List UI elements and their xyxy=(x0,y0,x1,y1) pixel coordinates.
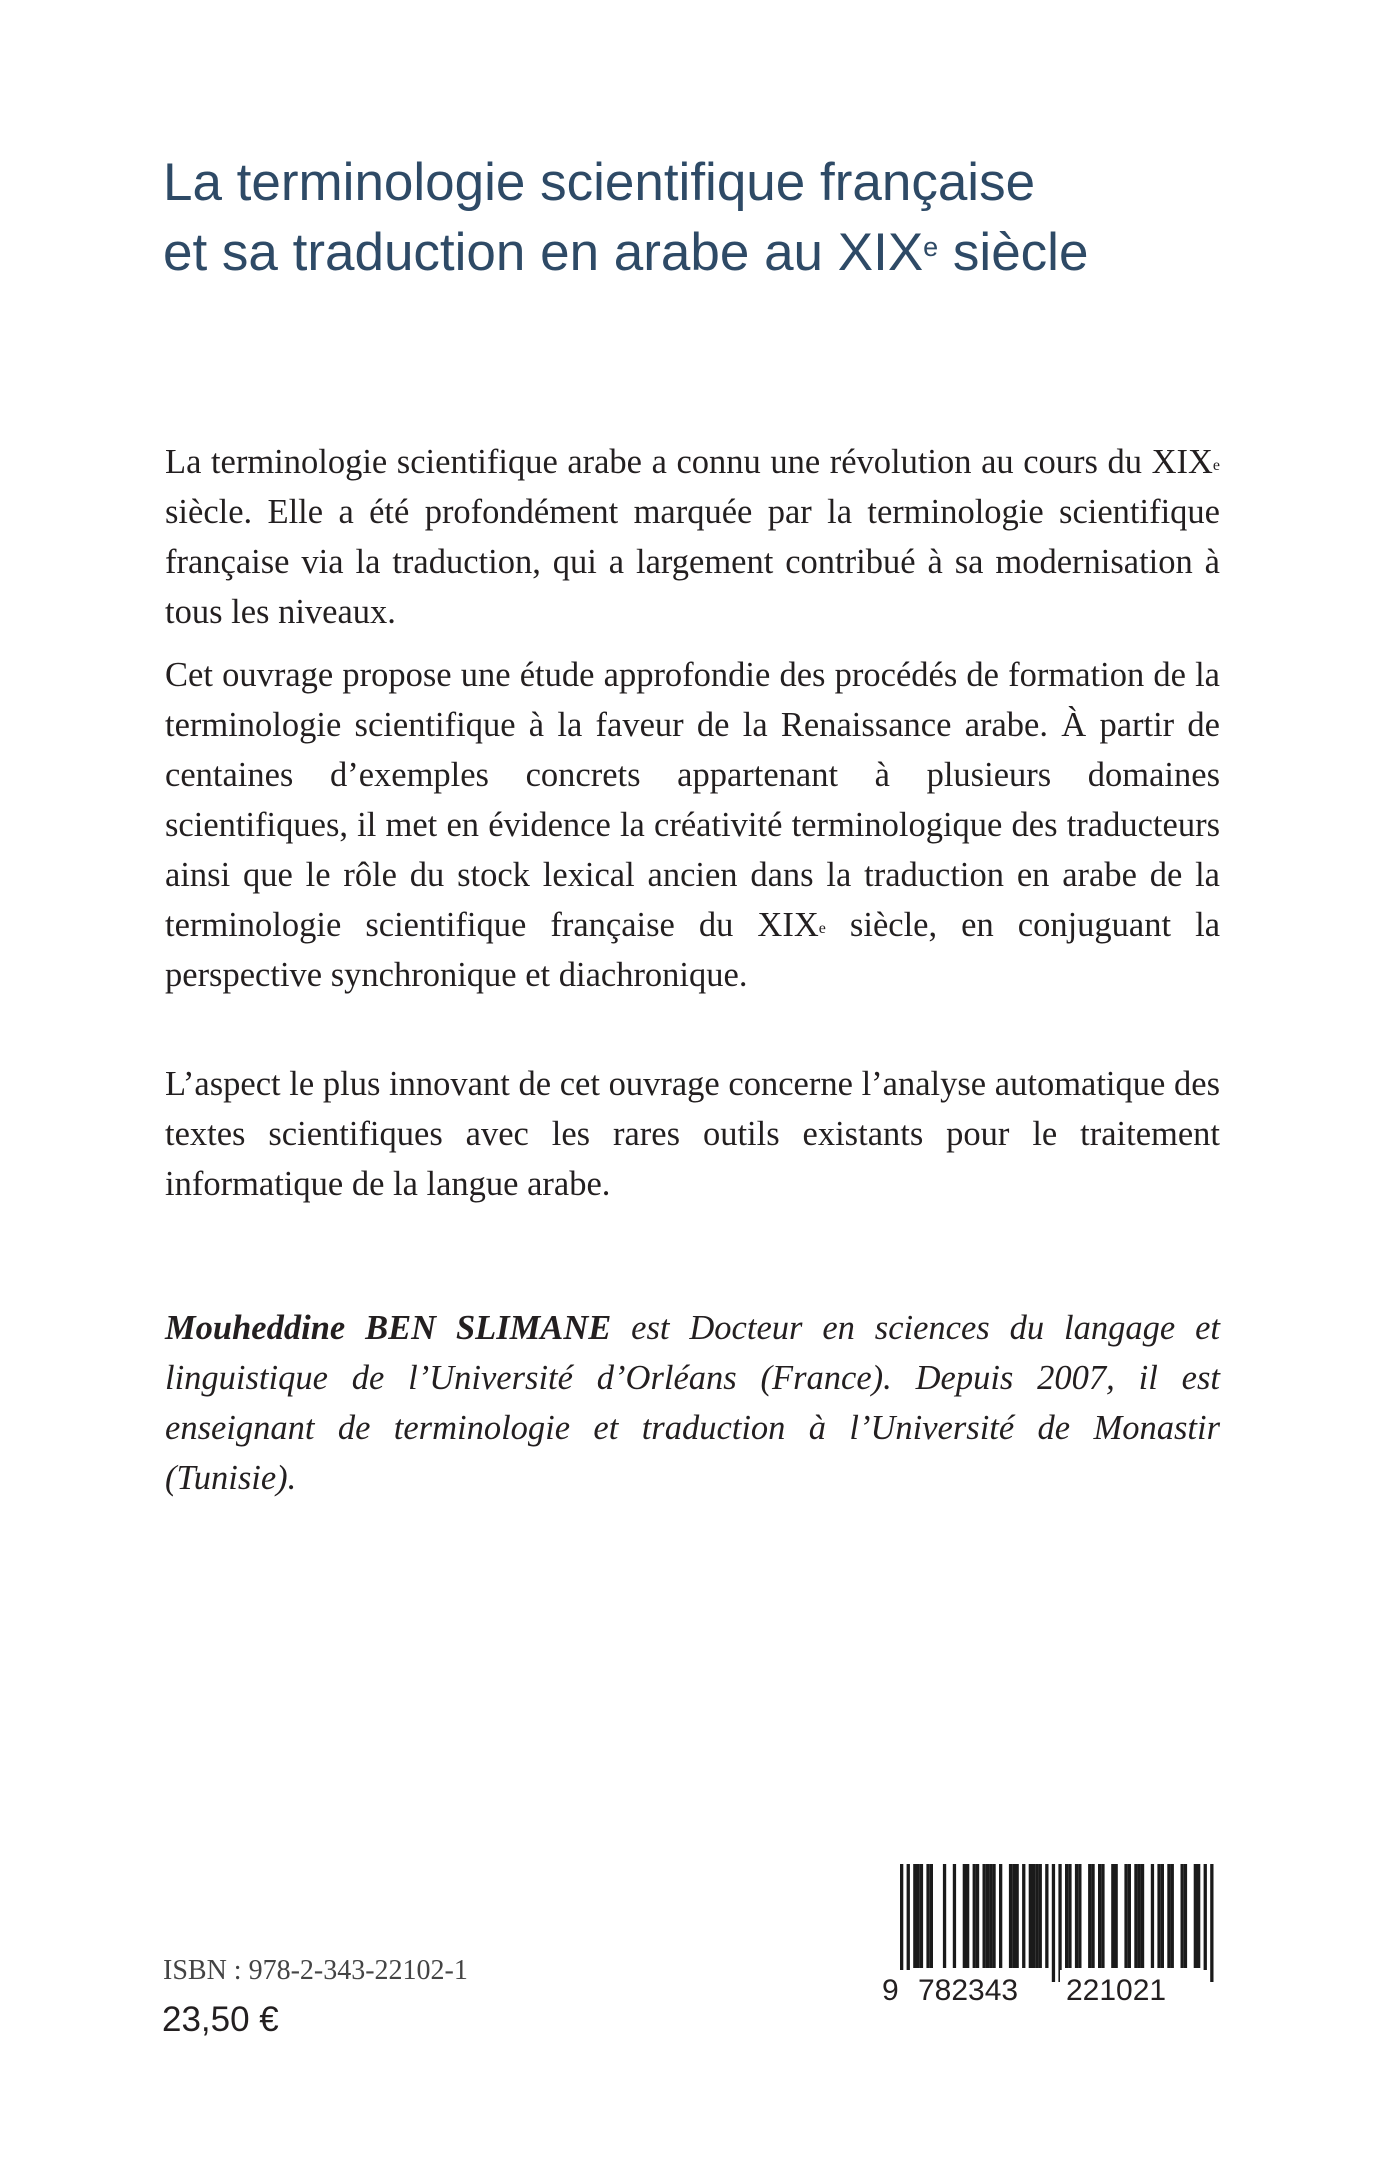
title-line-2-end: siècle xyxy=(938,223,1089,282)
author-bio xyxy=(165,1303,1220,1503)
barcode-bar xyxy=(1101,1864,1104,1968)
barcode-bar xyxy=(1184,1864,1187,1968)
barcode-bar xyxy=(907,1864,910,1982)
barcode-bar xyxy=(900,1864,903,1982)
barcode-bar xyxy=(1029,1864,1032,1968)
barcode-bar xyxy=(966,1864,969,1968)
barcode-bar xyxy=(953,1864,956,1968)
paragraph-1-a: La terminologie scientifique arabe a connu une révolution au cours du XIX xyxy=(165,443,1213,481)
barcode-bar xyxy=(1052,1864,1055,1982)
barcode-bar xyxy=(1078,1864,1081,1968)
isbn: ISBN : 978-2-343-22102-1 xyxy=(163,1955,468,1986)
barcode-bar xyxy=(1167,1864,1170,1968)
barcode-bar xyxy=(989,1864,992,1968)
barcode-bar xyxy=(1204,1864,1207,1982)
barcode-bar xyxy=(1138,1864,1141,1968)
barcode-bar xyxy=(1088,1864,1091,1968)
barcode-bar xyxy=(1171,1864,1174,1968)
barcode-bar xyxy=(1194,1864,1197,1968)
barcode-bar xyxy=(1058,1864,1061,1982)
barcode-bar xyxy=(1091,1864,1094,1968)
barcode-digits-right: 221021 xyxy=(1066,1974,1167,2007)
barcode-graphic xyxy=(880,1862,1225,2024)
book-title xyxy=(163,148,1263,288)
barcode-bar xyxy=(1197,1864,1200,1968)
barcode-bar xyxy=(1065,1864,1068,1968)
barcode-bar xyxy=(1157,1864,1160,1968)
barcode-digits-left: 782343 xyxy=(918,1974,1019,2007)
author-name: Mouheddine BEN SLIMANE xyxy=(165,1309,612,1347)
barcode-bar xyxy=(913,1864,916,1968)
barcode-bar xyxy=(1134,1864,1137,1968)
barcode-digit-first: 9 xyxy=(882,1974,899,2007)
barcode-bar xyxy=(992,1864,995,1968)
barcode-bar xyxy=(1141,1864,1144,1968)
barcode-bar xyxy=(999,1864,1002,1968)
barcode-bar xyxy=(920,1864,923,1968)
barcode-bar xyxy=(1016,1864,1019,1968)
paragraph-1 xyxy=(165,437,1220,637)
barcode-bars xyxy=(900,1864,1214,1982)
barcode-bar xyxy=(1022,1864,1025,1968)
barcode-bar xyxy=(1128,1864,1131,1968)
barcode-bar xyxy=(917,1864,920,1968)
barcode-bar xyxy=(973,1864,976,1968)
barcode-bar xyxy=(1012,1864,1015,1968)
barcode-bar xyxy=(943,1864,946,1968)
barcode-bar xyxy=(1032,1864,1035,1968)
barcode-bar xyxy=(1111,1864,1114,1968)
barcode-bar xyxy=(986,1864,989,1968)
paragraph-1-sup: e xyxy=(1212,457,1220,474)
barcode-bar xyxy=(1124,1864,1127,1968)
barcode-bar xyxy=(1181,1864,1184,1968)
barcode xyxy=(880,1862,1225,2024)
barcode-bar xyxy=(926,1864,929,1968)
barcode-bar xyxy=(963,1864,966,1968)
title-line-1: La terminologie scientifique française xyxy=(163,153,1036,212)
price: 23,50 € xyxy=(162,2000,279,2039)
paragraph-2-a: Cet ouvrage propose une étude approfondie des procédés de formation de la terminologie scientifique à la faveur de la Renaissance arabe. À partir de centaines d’exemples concrets appartenant à plusieurs domaines scientifiques, il met en évidence la créativité terminologique des traducteurs ainsi que le rôle du stock lexical ancien dans la traduction en arabe de la terminologie scientifique française du XIX xyxy=(165,656,1220,944)
paragraph-2-sup: e xyxy=(818,920,826,937)
barcode-bar xyxy=(1009,1864,1012,1968)
barcode-bar xyxy=(976,1864,979,1968)
barcode-bar xyxy=(1075,1864,1078,1968)
barcode-bar xyxy=(1098,1864,1101,1968)
barcode-bar xyxy=(1045,1864,1048,1968)
barcode-bar xyxy=(1068,1864,1071,1968)
paragraph-2-b: siècle, en conjuguant la perspective synchronique et diachronique. xyxy=(165,906,1221,994)
paragraph-2 xyxy=(165,650,1220,1000)
paragraph-3: L’aspect le plus innovant de cet ouvrage concerne l’analyse automatique des textes scientifiques avec les rares outils existants pour le traitement informatique de la langue arabe. xyxy=(165,1065,1220,1203)
barcode-bar xyxy=(1161,1864,1164,1968)
barcode-bar xyxy=(983,1864,986,1968)
paragraph-1-b: siècle. Elle a été profondément marquée par la terminologie scientifique française via la traduction, qui a largement contribué à sa modernisation à tous les niveaux. xyxy=(165,493,1220,631)
title-line-2: et sa traduction en arabe au XIX xyxy=(163,223,924,282)
title-superscript: e xyxy=(923,232,939,262)
author-bio-text: est Docteur en sciences du langage et linguistique de l’Université d’Orléans (France). Depuis 2007, il est enseignant de terminologie et traduction à l’Université de Monastir (Tunisie). xyxy=(165,1309,1220,1497)
barcode-bar xyxy=(1151,1864,1154,1968)
barcode-bar xyxy=(1035,1864,1038,1968)
barcode-bar xyxy=(1115,1864,1118,1968)
barcode-bar xyxy=(930,1864,933,1968)
barcode-bar xyxy=(1039,1864,1042,1968)
barcode-bar xyxy=(1210,1864,1213,1982)
